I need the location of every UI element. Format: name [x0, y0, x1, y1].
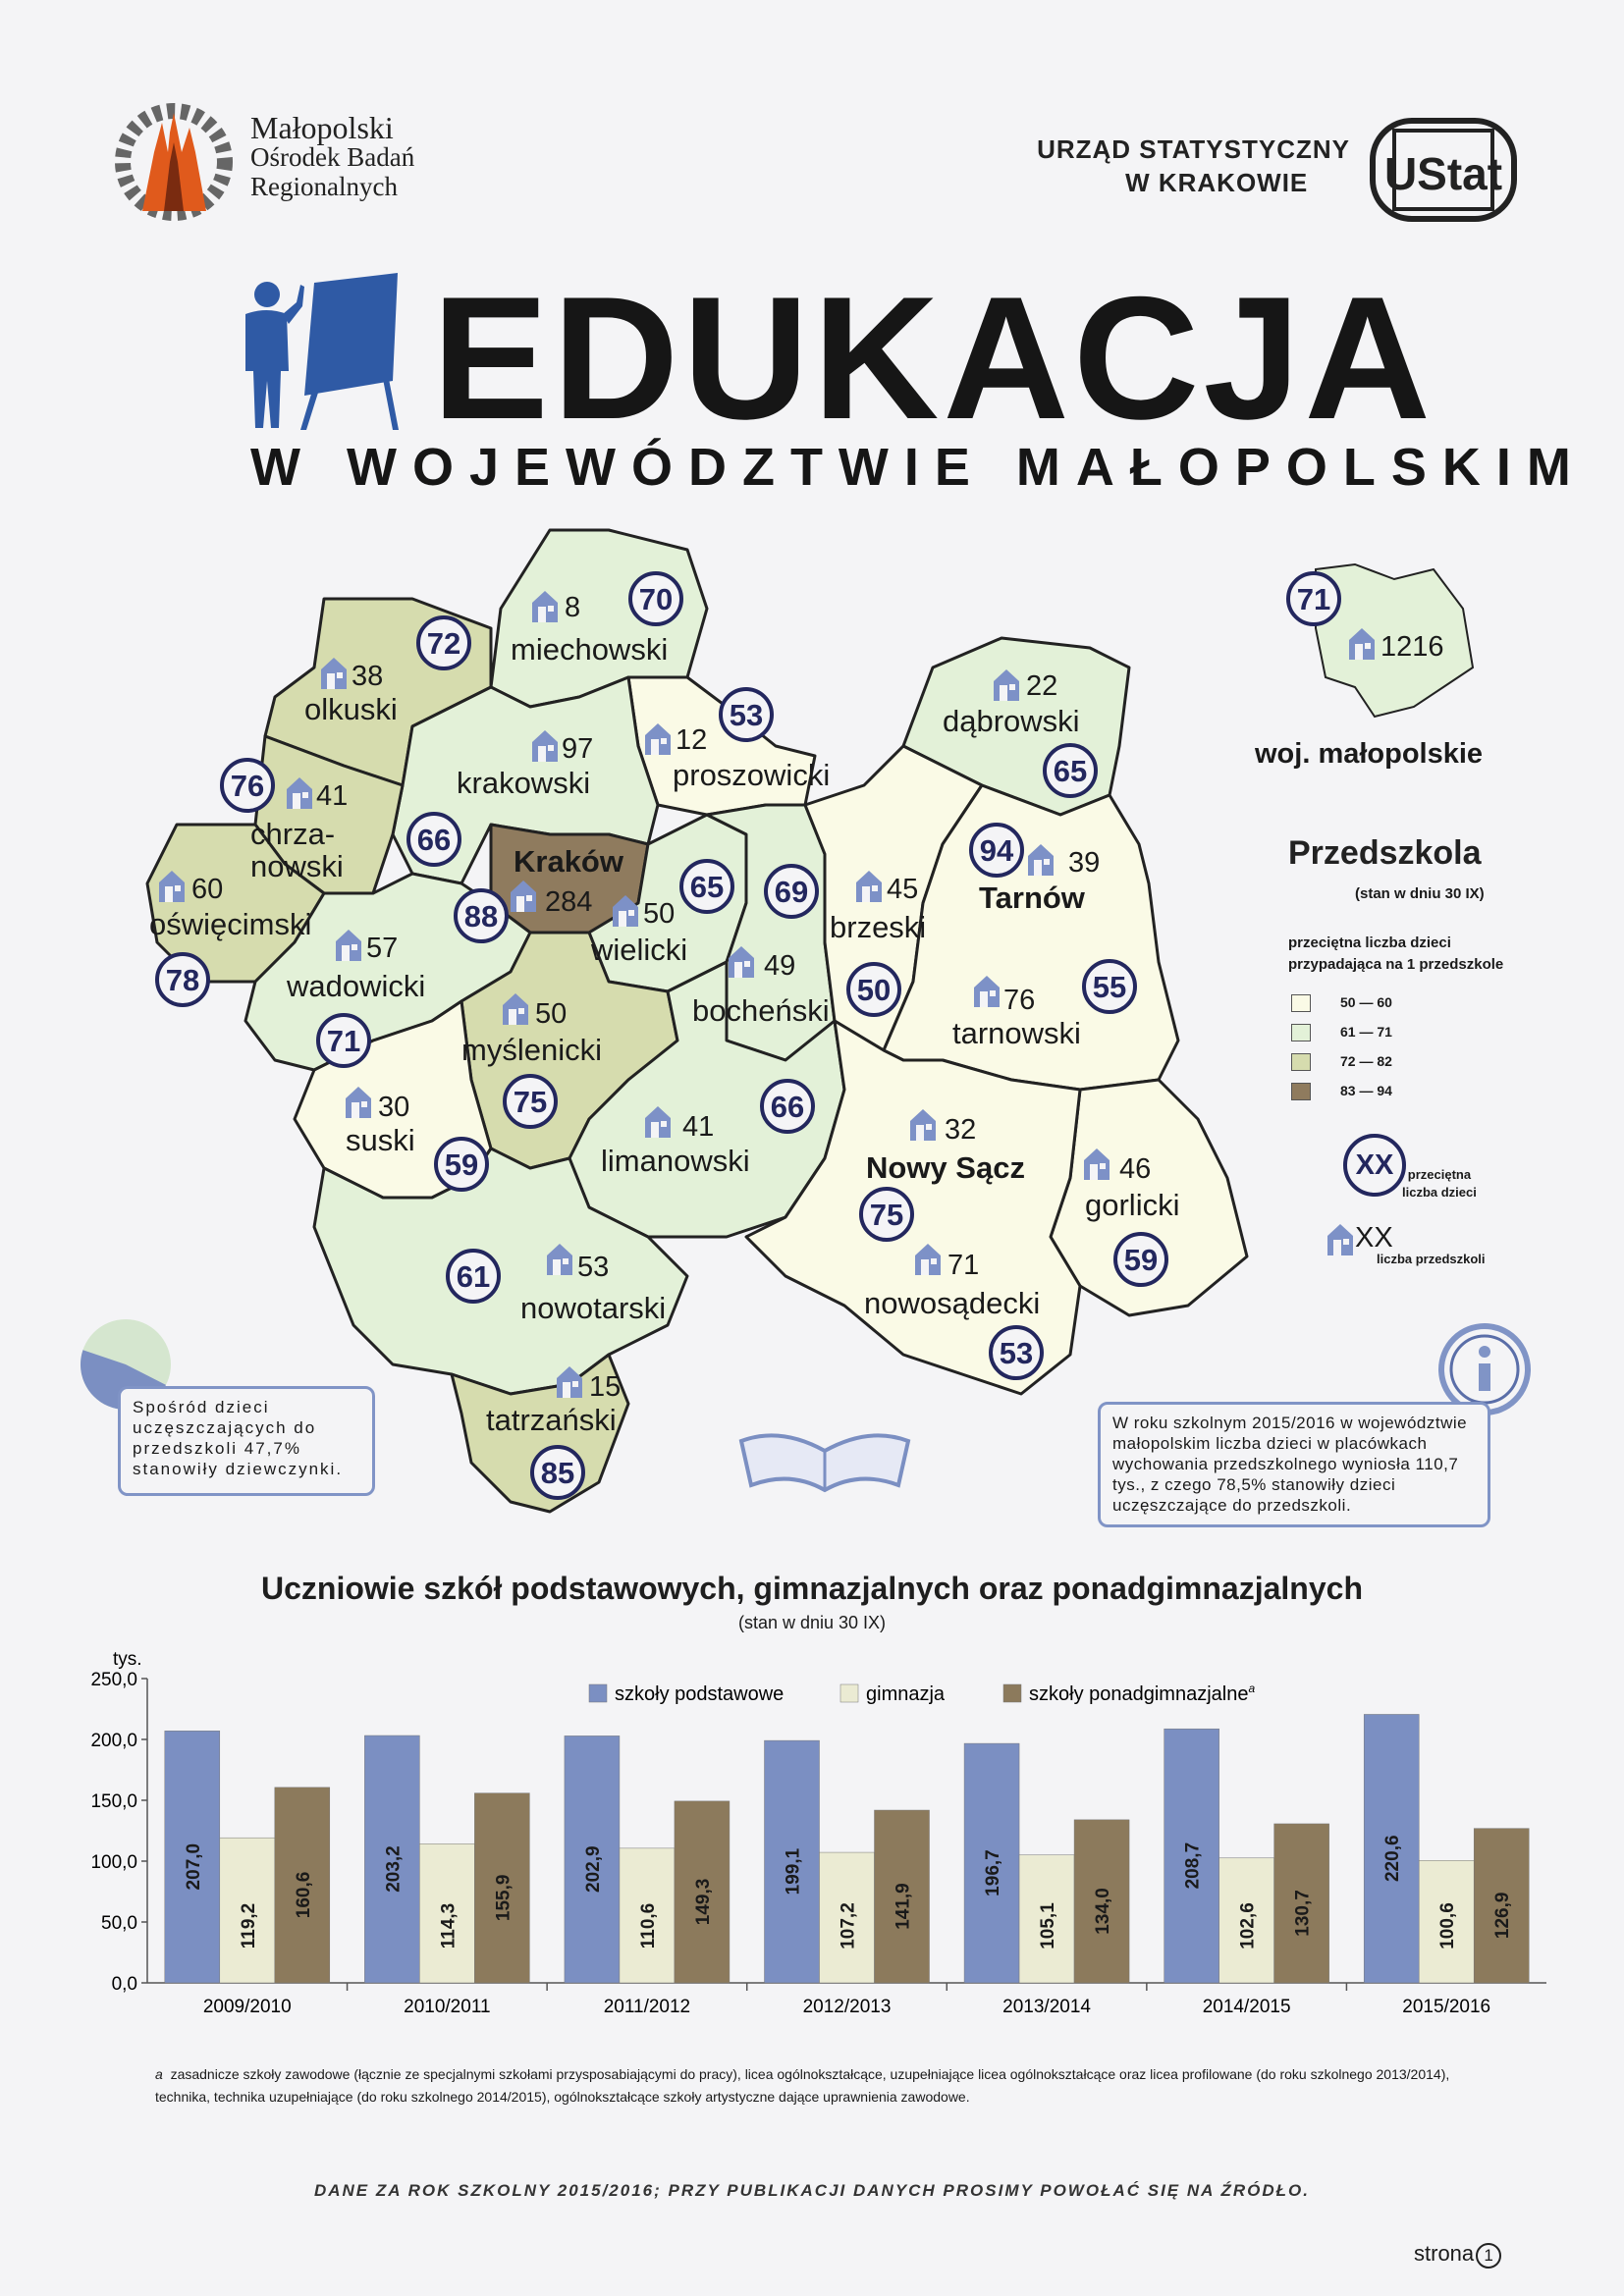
region-preschools-chrzanowski: 41 — [316, 780, 349, 812]
bar-value-label: 114,3 — [438, 1902, 460, 1949]
legend-house-xx: XX — [1355, 1222, 1393, 1254]
region-avg-brzeski: 50 — [856, 973, 892, 1007]
region-label-chrzanowski: chrza- — [250, 817, 336, 851]
region-avg-nowysacz: 75 — [869, 1198, 904, 1232]
region-label-tatrzanski: tatrzański — [486, 1403, 617, 1437]
bar-value-label: 160,6 — [293, 1871, 314, 1919]
bar-value-label: 107,2 — [838, 1902, 859, 1949]
students-bar-chart — [59, 1629, 1591, 2042]
page-label: strona — [1414, 2241, 1475, 2266]
legend-swatch — [1291, 1024, 1311, 1041]
region-label-gorlicki: gorlicki — [1085, 1188, 1180, 1222]
legend-swatch — [1291, 994, 1311, 1012]
region-preschools-tarnow: 39 — [1068, 847, 1101, 879]
x-tick-label: 2013/2014 — [1002, 1997, 1091, 2017]
region-label-miechowski: miechowski — [511, 632, 669, 667]
region-label-wadowicki: wadowicki — [287, 969, 426, 1003]
region-avg-tarnowski: 55 — [1092, 970, 1127, 1004]
bar-value-label: 141,9 — [893, 1883, 914, 1930]
x-tick-label: 2010/2011 — [404, 1997, 491, 2017]
y-tick-label: 150,0 — [90, 1791, 137, 1812]
region-preschools-wadowicki: 57 — [366, 933, 399, 964]
region-avg-tarnow: 94 — [979, 833, 1014, 868]
y-tick-label: 0,0 — [111, 1974, 137, 1995]
office-line1: URZĄD STATYSTYCZNY — [1037, 134, 1350, 164]
office-line2: W KRAKOWIE — [1125, 168, 1309, 197]
region-label-suski: suski — [346, 1123, 415, 1157]
page-title: EDUKACJA — [432, 260, 1435, 455]
page-number-value: 1 — [1476, 2243, 1501, 2269]
footnote-marker: a — [155, 2066, 163, 2082]
region-avg-limanowski: 66 — [770, 1090, 805, 1124]
region-avg-myslenicki: 75 — [513, 1085, 548, 1119]
legend-desc-line2: przypadająca na 1 przedszkole — [1288, 956, 1504, 973]
region-preschools-nowosadecki: 71 — [947, 1250, 980, 1281]
chart-title: Uczniowie szkół podstawowych, gimnazjalnych oraz ponadgimnazjalnych — [261, 1571, 1363, 1606]
legend-avg-circle: XX — [1343, 1134, 1406, 1197]
region-preschools-bochenski: 49 — [764, 950, 796, 982]
region-preschools-tatrzanski: 15 — [589, 1371, 622, 1403]
region-avg-bochenski: 69 — [774, 875, 809, 909]
bar-value-label: 207,0 — [183, 1842, 204, 1891]
legend-swatch — [840, 1684, 858, 1702]
region-avg-dabrowski: 65 — [1053, 754, 1088, 788]
girls-info-box: Spośród dzieci uczęszczających do przedszkoli 47,7% stanowiły dziewczynki. — [118, 1386, 375, 1496]
voivodeship-label: woj. małopolskie — [1255, 738, 1484, 770]
region-preschools-limanowski: 41 — [682, 1111, 715, 1143]
legend-desc-line1: przeciętna liczba dzieci — [1288, 934, 1451, 951]
bar-value-label: 155,9 — [493, 1874, 514, 1922]
page-number — [1414, 2241, 1501, 2269]
legend-range-label: 50 — 60 — [1340, 994, 1392, 1010]
bar-value-label: 134,0 — [1093, 1888, 1114, 1935]
bar-value-label: 208,7 — [1182, 1842, 1204, 1890]
voivodeship-avg: 71 — [1296, 582, 1331, 616]
preschool-house-icon — [1326, 1222, 1355, 1255]
region-preschools-gorlicki: 46 — [1119, 1153, 1152, 1185]
region-preschools-krakowski: 97 — [562, 733, 594, 765]
region-avg-krakow: 88 — [463, 899, 499, 934]
chart-subtitle: (stan w dniu 30 IX) — [737, 1613, 887, 1632]
region-label-nowysacz: Nowy Sącz — [866, 1150, 1025, 1185]
region-label-myslenicki: myślenicki — [461, 1033, 602, 1067]
y-tick-label: 200,0 — [90, 1731, 137, 1751]
legend-swatch — [1291, 1083, 1311, 1100]
legend-range-label: 83 — 94 — [1340, 1083, 1392, 1098]
region-label-tarnow: Tarnów — [979, 881, 1085, 915]
x-tick-label: 2009/2010 — [202, 1997, 292, 2017]
bar-value-label: 149,3 — [692, 1878, 714, 1926]
y-tick-label: 250,0 — [90, 1670, 137, 1690]
legend-range-label: 72 — 82 — [1340, 1053, 1392, 1069]
region-preschools-wielicki: 50 — [643, 898, 676, 930]
x-tick-label: 2014/2015 — [1202, 1997, 1291, 2017]
region-avg-suski: 59 — [444, 1148, 479, 1182]
region-label-bochenski: bocheński — [692, 993, 830, 1028]
legend-range-label: 61 — 71 — [1340, 1024, 1392, 1040]
region-label-brzeski: brzeski — [830, 910, 927, 944]
region-label-krakow: Kraków — [514, 844, 623, 879]
region-label-olkuski: olkuski — [304, 692, 398, 726]
region-avg-tatrzanski: 85 — [540, 1456, 575, 1490]
institute-line1: Małopolski — [250, 110, 394, 145]
map-legend — [1286, 834, 1581, 1276]
region-preschools-suski: 30 — [378, 1092, 410, 1123]
region-label-wielicki: wielicki — [591, 933, 688, 967]
region-preschools-miechowski: 8 — [565, 592, 581, 623]
source-note: DANE ZA ROK SZKOLNY 2015/2016; PRZY PUBLIKACJI DANYCH PROSIMY POWOŁAĆ SIĘ NA ŹRÓDŁO. — [313, 2181, 1311, 2200]
region-label-proszowicki: proszowicki — [673, 758, 831, 792]
region-preschools-myslenicki: 50 — [535, 998, 568, 1030]
institute-line3: Regionalnych — [250, 172, 398, 201]
legend-sup: a — [1248, 1682, 1256, 1695]
region-preschools-dabrowski: 22 — [1026, 670, 1058, 702]
region-label-limanowski: limanowski — [601, 1144, 750, 1178]
y-tick-label: 100,0 — [90, 1852, 137, 1873]
legend-avg-desc2: liczba dzieci — [1402, 1185, 1477, 1200]
bar-value-label: 203,2 — [383, 1845, 405, 1893]
region-avg-olkuski: 72 — [426, 626, 461, 661]
region-label-tarnowski: tarnowski — [952, 1016, 1081, 1050]
region-avg-chrzanowski: 76 — [230, 769, 265, 803]
region-preschools-proszowicki: 12 — [676, 724, 708, 756]
region-label-oswiecimski: oświęcimski — [149, 907, 312, 941]
region-preschools-oswiecimski: 60 — [191, 874, 224, 905]
open-book-icon — [731, 1421, 918, 1495]
region-avg-wielicki: 65 — [689, 870, 725, 904]
legend-swatch — [1003, 1684, 1021, 1702]
preschool-info-box: W roku szkolnym 2015/2016 w województwie małopolskim liczba dzieci w placówkach wychowania przedszkolnego wyniosła 110,7 tys., z czego 78,5% stanowiły dzieci uczęszczające do przedszkoli. — [1098, 1402, 1490, 1527]
bar-value-label: 100,6 — [1437, 1902, 1459, 1949]
region-avg-krakowski: 66 — [416, 823, 452, 857]
legend-entry: gimnazja — [866, 1683, 946, 1705]
bar-value-label: 220,6 — [1382, 1835, 1404, 1883]
x-tick-label: 2012/2013 — [802, 1997, 892, 2017]
region-avg-oswiecimski: 78 — [165, 963, 200, 997]
region-preschools-olkuski: 38 — [352, 661, 384, 692]
institute-line2: Ośrodek Badań — [250, 142, 415, 172]
chart-footnote — [155, 2063, 1481, 2109]
region-label-nowotarski: nowotarski — [520, 1291, 667, 1325]
legend-house-desc: liczba przedszkoli — [1377, 1252, 1486, 1266]
region-label-dabrowski: dąbrowski — [943, 704, 1080, 738]
legend-swatch — [1291, 1053, 1311, 1071]
legend-title: Przedszkola — [1288, 834, 1482, 872]
region-avg-gorlicki: 59 — [1123, 1243, 1159, 1277]
voivodeship-preschools: 1216 — [1380, 631, 1444, 663]
bar-value-label: 199,1 — [783, 1847, 804, 1896]
region-avg-miechowski: 70 — [638, 582, 674, 616]
region-preschools-nowotarski: 53 — [577, 1252, 610, 1283]
x-tick-label: 2011/2012 — [603, 1997, 691, 2017]
ustat-logo-text: UStat — [1383, 148, 1503, 199]
region-preschools-tarnowski: 76 — [1003, 985, 1036, 1016]
region-preschools-nowysacz: 32 — [945, 1114, 977, 1146]
region-avg-nowosadecki: 53 — [999, 1336, 1034, 1370]
legend-entry: szkoły podstawowe — [615, 1683, 785, 1705]
region-label2-chrzanowski: nowski — [250, 849, 344, 883]
legend-swatch — [589, 1684, 607, 1702]
bar-value-label: 105,1 — [1038, 1902, 1059, 1949]
region-preschools-krakow: 284 — [545, 886, 593, 918]
bar-value-label: 130,7 — [1292, 1890, 1314, 1937]
page-subtitle: W WOJEWÓDZTWIE MAŁOPOLSKIM — [250, 438, 1587, 497]
region-avg-wadowicki: 71 — [326, 1024, 361, 1058]
bar-value-label: 196,7 — [983, 1849, 1004, 1896]
bar-value-label: 119,2 — [238, 1902, 259, 1949]
y-axis-label: tys. — [113, 1649, 142, 1670]
legend-avg-desc1: przeciętna — [1407, 1167, 1472, 1182]
bar-value-label: 102,6 — [1237, 1902, 1259, 1949]
legend-entry: szkoły ponadgimnazjalne$^a$ — [1029, 1682, 1256, 1705]
bar-value-label: 126,9 — [1492, 1892, 1514, 1940]
footnote-text: zasadnicze szkoły zawodowe (łącznie ze specjalnymi szkołami przysposabiającymi do pracy), licea ogólnokształcące, uzupełniające licea ogólnokształcące oraz licea profilowane (do roku szkolnego 2013/2014), technika, technika uzupełniające (do roku szkolnego 2014/2015), ogólnokształcące szkoły artystyczne dające uprawnienia zawodowe. — [155, 2066, 1450, 2105]
region-label-krakowski: krakowski — [457, 766, 591, 800]
legend-date: (stan w dniu 30 IX) — [1355, 885, 1485, 902]
region-avg-proszowicki: 53 — [729, 698, 764, 732]
region-avg-nowotarski: 61 — [456, 1259, 491, 1294]
region-preschools-brzeski: 45 — [887, 874, 919, 905]
y-tick-label: 50,0 — [101, 1913, 137, 1934]
x-tick-label: 2015/2016 — [1402, 1997, 1491, 2017]
bar-value-label: 110,6 — [637, 1902, 659, 1949]
bar-value-label: 202,9 — [582, 1845, 604, 1893]
region-label-nowosadecki: nowosądecki — [864, 1286, 1041, 1320]
